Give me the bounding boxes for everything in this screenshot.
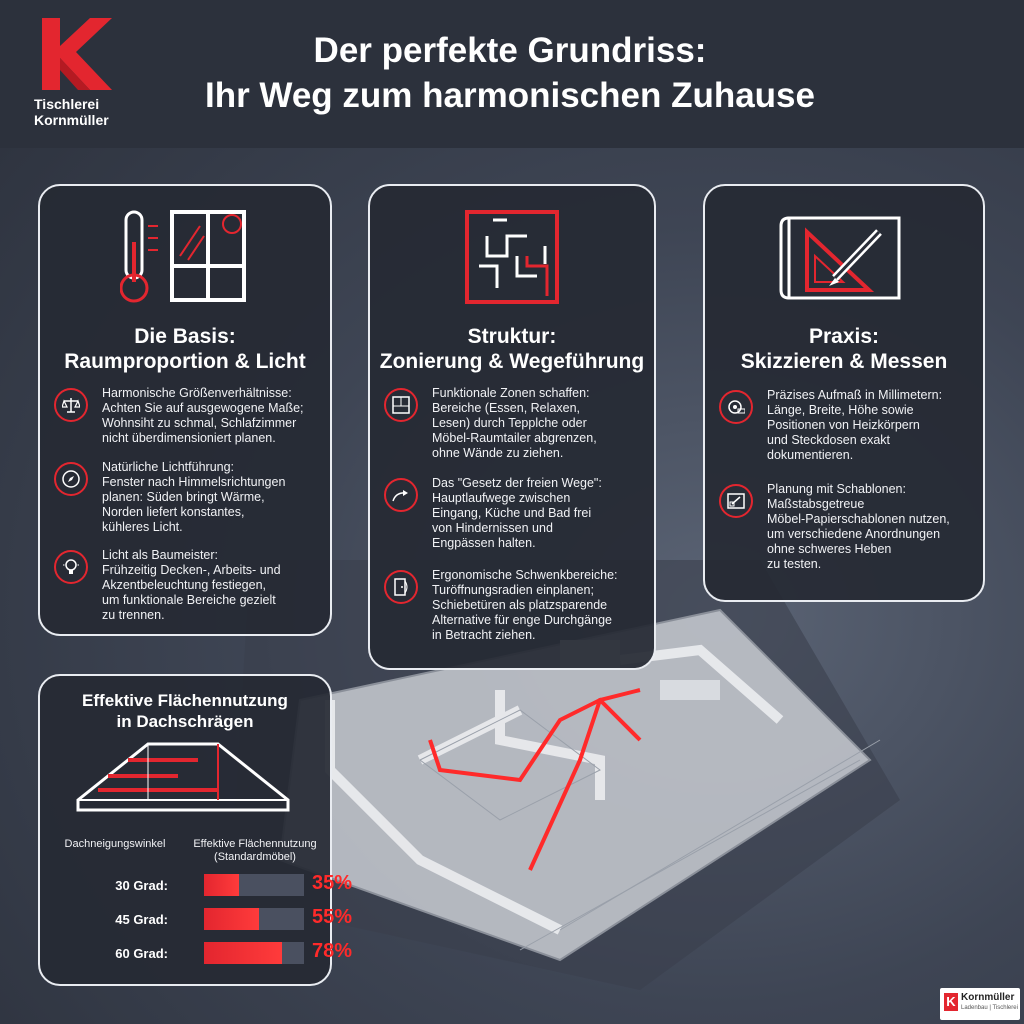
brand-name-line1: Tischlerei (34, 96, 100, 112)
item-line: Bereiche (Essen, Relaxen, (432, 401, 580, 415)
item-line: zu trennen. (102, 608, 165, 622)
list-item (384, 476, 644, 551)
compass-icon (54, 462, 88, 496)
title-line1: Der perfekte Grundriss: (313, 31, 707, 70)
header (0, 0, 1024, 148)
item-line: um verschiedene Anordnungen (767, 527, 941, 541)
item-line: Frühzeitig Decken-, Arbeits- und (102, 563, 281, 577)
item-line: um funktionale Bereiche gezielt (102, 593, 276, 607)
lightbulb-icon (54, 550, 88, 584)
col-header-usage (180, 838, 330, 864)
item-line: Positionen von Heizkörpern (767, 418, 920, 432)
card-dachschraegen (38, 674, 353, 986)
item-line: Licht als Baumeister: (102, 548, 219, 562)
col-header-usage-line2: (Standardmöbel) (214, 851, 296, 863)
item-line: Möbel-Raumtailer abgrenzen, (432, 431, 597, 445)
item-line: Maßstabsgetreue (767, 497, 865, 511)
item-line: dokumentieren. (767, 448, 854, 462)
item-line: Ergonomische Schwenkbereiche: (432, 568, 618, 582)
item-line: Turöffnungsradien einplanen; (432, 583, 594, 597)
roof-card-title (40, 690, 330, 732)
bar-fill (204, 874, 239, 896)
card-struktur-heading-line1: Struktur: (467, 325, 557, 348)
card-struktur-heading-line2: Zonierung & Wegeführung (379, 350, 645, 373)
item-line: kühleres Licht. (102, 520, 183, 534)
list-item (54, 548, 320, 623)
item-line: Akzentbeleuchtung festiegen, (102, 578, 267, 592)
item-line: Hauptlaufwege zwischen (432, 491, 571, 505)
page-title (140, 28, 880, 118)
badge-k-logo: K (944, 993, 958, 1011)
blueprint-ruler-icon (705, 206, 983, 311)
roof-title-line2: in Dachschrägen (116, 712, 254, 731)
item-line: Eingang, Küche und Bad frei (432, 506, 592, 520)
item-line: Lesen) durch Tepplche oder (432, 416, 587, 430)
list-item (719, 482, 973, 572)
k-logo-icon (38, 18, 114, 90)
tape-measure-icon (719, 390, 753, 424)
list-item (384, 386, 644, 461)
brand-name-line2: Kornmüller (34, 112, 109, 128)
item-line: Präzises Aufmaß in Millimetern: (767, 388, 943, 402)
badge-name: Kornmüller (961, 992, 1015, 1003)
door-swing-icon (384, 570, 418, 604)
list-item (719, 388, 973, 463)
card-basis (38, 184, 332, 636)
bar-fill (204, 908, 259, 930)
row-label: 60 Grad: (115, 946, 168, 961)
badge-subtitle: Ladenbau | Tischlerei (961, 1005, 1018, 1011)
card-basis-heading-line1: Die Basis: (134, 325, 236, 348)
item-line: Das "Gesetz der freien Wege": (432, 476, 602, 490)
item-line: ohne Wände zu ziehen. (432, 446, 564, 460)
bar-track (204, 908, 304, 930)
col-header-usage-line1: Effektive Flächennutzung (193, 838, 317, 850)
item-line: Schiebetüren als platzsparende (432, 598, 608, 612)
card-praxis-heading-line2: Skizzieren & Messen (740, 350, 948, 373)
item-line: und Steckdosen exakt (767, 433, 890, 447)
brand-logo (34, 18, 124, 128)
bar-value-label: 55% (312, 906, 353, 928)
card-basis-heading-line2: Raumproportion & Licht (64, 350, 306, 373)
item-line: ohne schweres Heben (767, 542, 892, 556)
item-line: planen: Süden bringt Wärme, (102, 490, 265, 504)
col-header-angle: Dachneigungswinkel (64, 838, 166, 850)
zones-icon (384, 388, 418, 422)
floorplan-maze-icon (370, 206, 654, 311)
bar-track (204, 942, 304, 964)
bar-track (204, 874, 304, 896)
card-basis-heading (40, 324, 330, 374)
item-line: Natürliche Lichtführung: (102, 460, 235, 474)
list-item (54, 460, 320, 535)
item-line: Norden liefert konstantes, (102, 505, 245, 519)
item-line: Fenster nach Himmelsrichtungen (102, 475, 286, 489)
item-line: Länge, Breite, Höhe sowie (767, 403, 914, 417)
item-line: Möbel-Papierschablonen nutzen, (767, 512, 950, 526)
card-praxis-heading (705, 324, 983, 374)
item-line: in Betracht ziehen. (432, 628, 536, 642)
card-struktur (368, 184, 656, 670)
title-line2: Ihr Weg zum harmonischen Zuhause (204, 76, 815, 115)
thermometer-window-icon (40, 206, 330, 311)
item-line: nicht überdimensioniert planen. (102, 431, 276, 445)
list-item (384, 568, 644, 643)
row-label: 45 Grad: (115, 912, 168, 927)
card-praxis (703, 184, 985, 602)
item-line: von Hindernissen und (432, 521, 553, 535)
item-line: Alternative für enge Durchgänge (432, 613, 612, 627)
card-struktur-heading (370, 324, 654, 374)
bar-fill (204, 942, 282, 964)
row-label: 30 Grad: (115, 878, 168, 893)
bar-value-label: 35% (312, 872, 353, 894)
card-praxis-heading-line1: Praxis: (808, 325, 880, 348)
roof-title-line1: Effektive Flächennutzung (82, 691, 288, 710)
item-line: Engpässen halten. (432, 536, 536, 550)
item-line: Funktionale Zonen schaffen: (432, 386, 590, 400)
path-arrow-icon (384, 478, 418, 512)
item-line: Achten Sie auf ausgewogene Maße; (102, 401, 304, 415)
list-item (54, 386, 320, 446)
roof-icon (68, 740, 298, 826)
item-line: Wohnsiht zu schmal, Schlafzimmer (102, 416, 297, 430)
item-line: zu testen. (767, 557, 822, 571)
template-icon (719, 484, 753, 518)
scale-icon (54, 388, 88, 422)
item-line: Planung mit Schablonen: (767, 482, 906, 496)
item-line: Harmonische Größenverhältnisse: (102, 386, 292, 400)
bar-value-label: 78% (312, 940, 353, 962)
brand-badge (940, 988, 1020, 1020)
